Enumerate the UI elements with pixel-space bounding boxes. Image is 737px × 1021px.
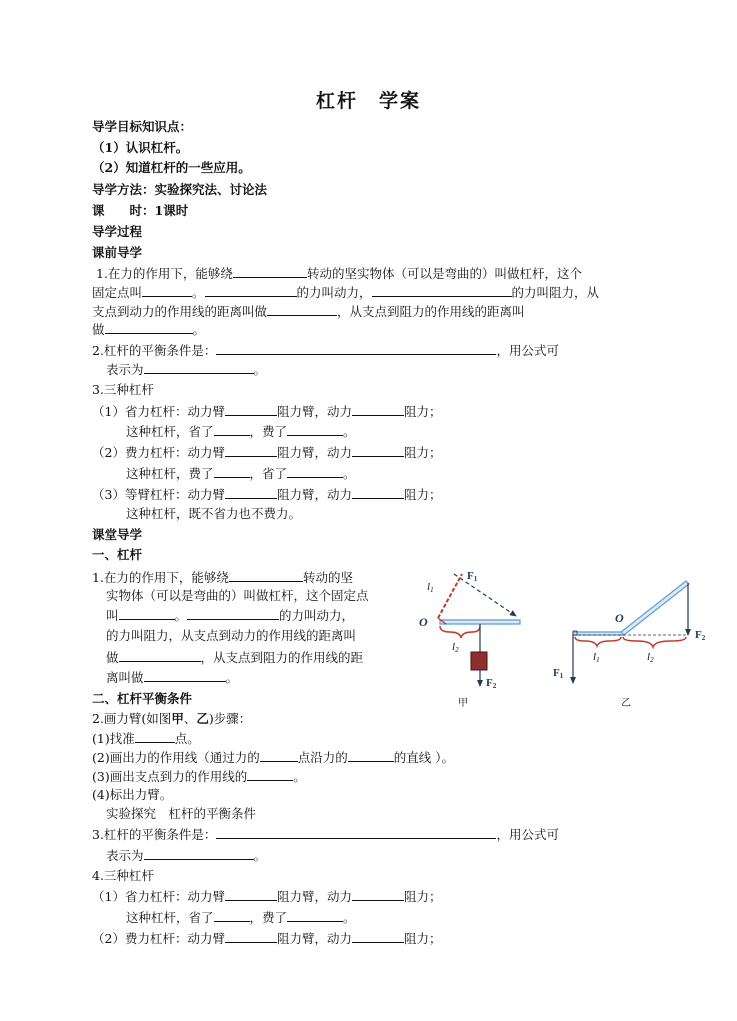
label-f1: F1 (467, 570, 478, 583)
blank[interactable] (229, 568, 303, 582)
label-fulcrum-o: O (419, 615, 428, 629)
blank[interactable] (225, 402, 277, 416)
class-q1-line4: 的力叫阻力，从支点到动力的作用线的距离叫 (106, 628, 357, 643)
class-q1-line3: 叫 。 的力叫动力， (106, 608, 355, 623)
class-q1-line2: 实物体（可以是弯曲的）叫做杠杆，这个固定点 (106, 588, 369, 603)
period-line: 课 时：1课时 (92, 203, 189, 218)
blank[interactable] (348, 748, 394, 762)
blank[interactable] (225, 929, 277, 943)
class-q1-line6: 离叫做 。 (106, 670, 239, 685)
label-f2: F2 (486, 677, 497, 690)
class-q4-heading: 4.三种杠杆 (92, 868, 154, 883)
experiment-line: 实验探究 杠杆的平衡条件 (106, 806, 257, 821)
class-q1-line1: 1.在力的作用下，能够绕 转动的坚 (92, 570, 353, 585)
arm-l1-dashed (438, 574, 462, 618)
arm-l2-brace (623, 637, 686, 647)
pre-q3-row1b: 这种杠杆，省了 ，费了 。 (126, 424, 356, 439)
blank[interactable] (225, 485, 277, 499)
blank[interactable] (352, 402, 404, 416)
blank[interactable] (352, 887, 404, 901)
arm-l1-brace (575, 637, 621, 646)
step-4: (4)标出力臂。 (92, 787, 173, 802)
pre-q3-row1: （1）省力杠杆：动力臂 阻力臂，动力 阻力； (92, 404, 442, 419)
pre-q3-heading: 3.三种杠杆 (92, 382, 154, 397)
blank[interactable] (119, 648, 201, 662)
label-f2: F2 (695, 629, 706, 642)
blank[interactable] (142, 283, 192, 297)
blank[interactable] (287, 908, 343, 922)
pre-q1-line3: 支点到动力的作用线的距离叫做 ，从支点到阻力的作用线的距离叫 (92, 304, 525, 319)
blank[interactable] (352, 929, 404, 943)
caption-yi: 乙 (621, 698, 631, 709)
lever-bar-horizontal (573, 632, 623, 635)
class-q2-heading: 2.画力臂(如图甲、乙)步骤： (92, 711, 252, 726)
pre-q1-line4: 做 。 (92, 322, 206, 337)
blank[interactable] (135, 729, 175, 743)
step-3: (3)画出支点到力的作用线的 。 (92, 769, 306, 784)
lever-bar (440, 620, 520, 624)
class-q4-row1: （1）省力杠杆：动力臂 阻力臂，动力 阻力； (92, 889, 442, 904)
blank[interactable] (233, 264, 307, 278)
blank[interactable] (216, 825, 496, 839)
blank[interactable] (247, 767, 293, 781)
pre-heading: 课前导学 (92, 245, 143, 260)
method-line: 导学方法：实验探究法、讨论法 (92, 182, 268, 197)
class-q3-line1: 3.杠杆的平衡条件是： ，用公式可 (92, 827, 559, 842)
class-q4-row2: （2）费力杠杆：动力臂 阻力臂，动力 阻力； (92, 931, 442, 946)
blank[interactable] (372, 283, 512, 297)
label-l2: l2 (452, 641, 459, 654)
weight-block (471, 652, 487, 670)
pre-q3-row2: （2）费力杠杆：动力臂 阻力臂，动力 阻力； (92, 445, 442, 460)
blank[interactable] (287, 422, 343, 436)
class-q1-line5: 做 ，从支点到阻力的作用线的距 (106, 650, 364, 665)
blank[interactable] (187, 606, 279, 620)
pre-q1-line1: 1.在力的作用下，能够绕 转动的坚实物体（可以是弯曲的）叫做杠杆，这个 (96, 266, 582, 281)
arm-l2-brace (440, 626, 480, 638)
objective-item: （2）知道杠杆的一些应用。 (92, 160, 251, 175)
lever-bar-slanted (621, 581, 689, 635)
blank[interactable] (267, 302, 337, 316)
blank[interactable] (287, 464, 343, 478)
blank[interactable] (105, 320, 193, 334)
label-f1: F1 (553, 667, 564, 680)
pre-q3-row3b: 这种杠杆，既不省力也不费力。 (126, 506, 302, 521)
objective-item: （1）认识杠杆。 (92, 140, 189, 155)
lever-figure-yi (545, 575, 720, 713)
blank[interactable] (214, 908, 250, 922)
step-1: (1)找准 点。 (92, 731, 200, 746)
section-lever: 一、杠杆 (92, 547, 143, 562)
label-l1: l1 (427, 581, 434, 594)
blank[interactable] (214, 464, 250, 478)
process-heading: 导学过程 (92, 224, 143, 239)
step-2: (2)画出力的作用线（通过力的 点沿力的 的直线 ）。 (92, 750, 454, 765)
pre-q2-line2: 表示为 。 (106, 362, 267, 377)
blank[interactable] (144, 668, 226, 682)
section-balance: 二、杠杆平衡条件 (92, 691, 193, 706)
blank[interactable] (205, 283, 297, 297)
blank[interactable] (260, 748, 298, 762)
label-fulcrum-o: O (615, 611, 624, 625)
lever-figure-jia (410, 562, 540, 712)
class-q3-line2: 表示为 。 (106, 848, 267, 863)
blank[interactable] (216, 341, 496, 355)
blank[interactable] (225, 887, 277, 901)
label-l2: l2 (647, 651, 654, 664)
blank[interactable] (144, 360, 254, 374)
page-title: 杠杆 学案 (315, 90, 421, 112)
objectives-heading: 导学目标知识点： (92, 119, 193, 134)
class-q4-row1b: 这种杠杆，省了 ，费了 。 (126, 910, 356, 925)
blank[interactable] (352, 485, 404, 499)
blank[interactable] (144, 846, 254, 860)
pre-q3-row2b: 这种杠杆，费了 ，省了 。 (126, 466, 356, 481)
pre-q3-row3: （3）等臂杠杆：动力臂 阻力臂，动力 阻力； (92, 487, 442, 502)
blank[interactable] (225, 443, 277, 457)
class-heading: 课堂导学 (92, 527, 143, 542)
pre-q1-line2: 固定点叫 。 的力叫动力， 的力叫阻力，从 (92, 285, 600, 300)
pre-q2-line1: 2.杠杆的平衡条件是： ，用公式可 (92, 343, 559, 358)
blank[interactable] (214, 422, 250, 436)
blank[interactable] (119, 606, 175, 620)
caption-jia: 甲 (458, 698, 468, 709)
force-f1-arrow (454, 574, 516, 616)
label-l1: l1 (593, 651, 600, 664)
blank[interactable] (352, 443, 404, 457)
